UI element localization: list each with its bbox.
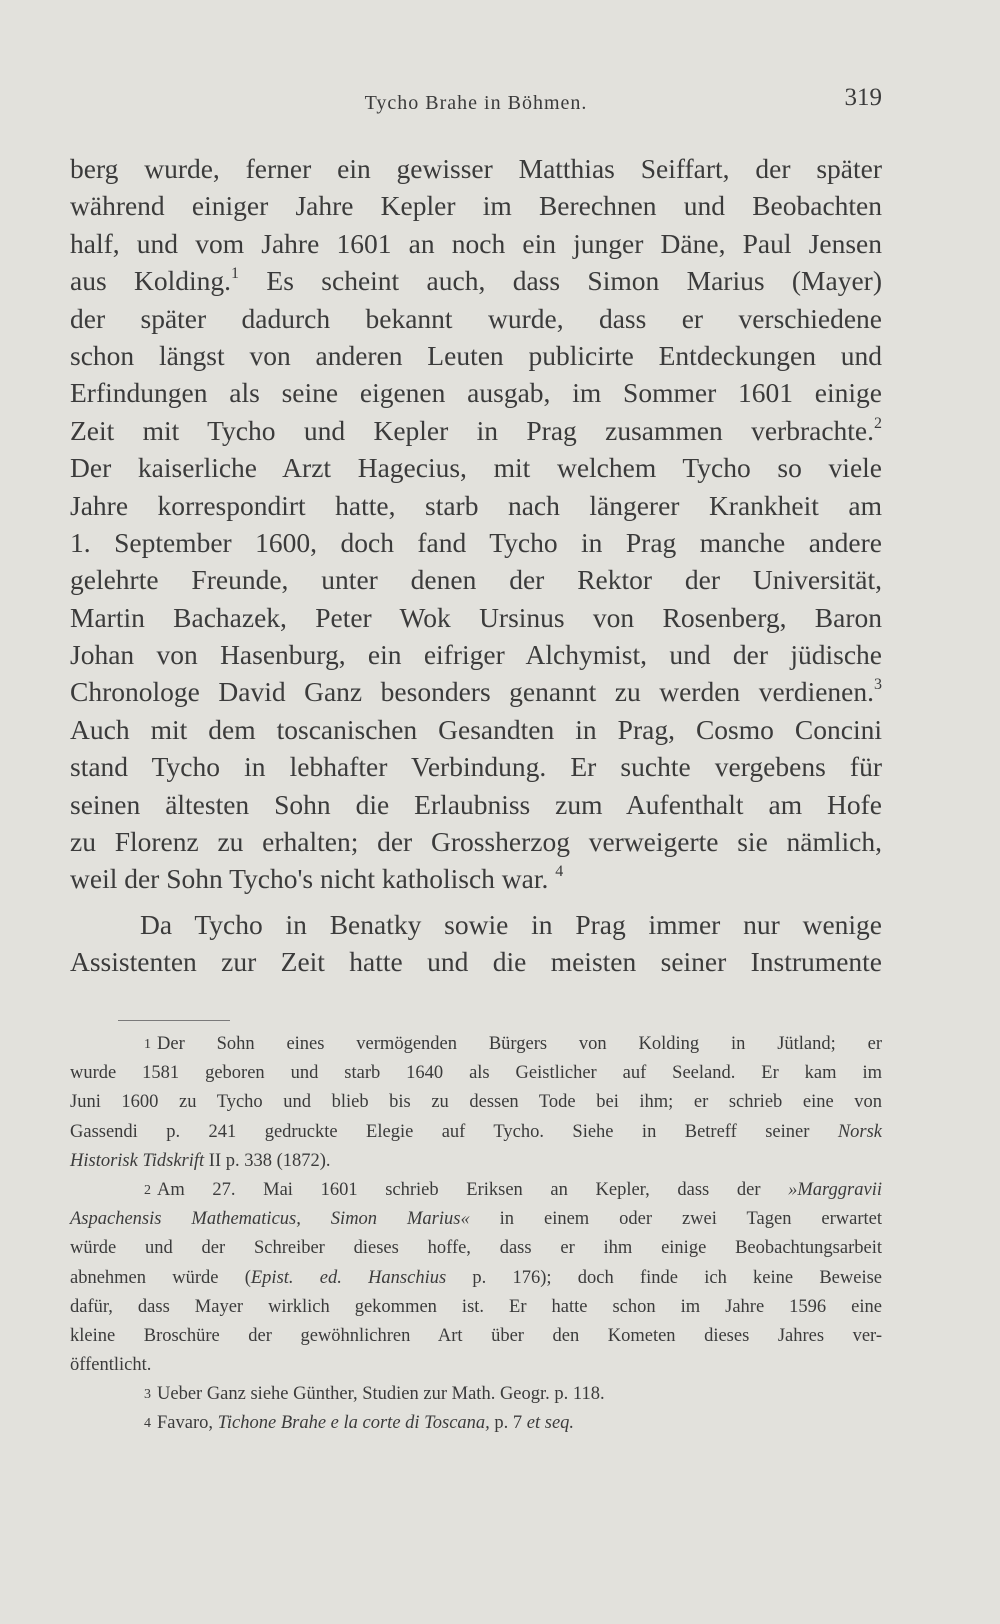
footnote-ref: 1 [231, 265, 240, 283]
text-span: Epist. ed. Hanschius [250, 1267, 447, 1288]
text-line: Martin Bachazek, Peter Wok Ursinus von Rosenberg, Baron [70, 601, 882, 633]
text-line: stand Tycho in lebhafter Verbindung. Er suchte vergebens für [70, 751, 882, 783]
text-span: Am 27. Mai 1601 schrieb Eriksen an Kepler, dass der [157, 1179, 761, 1200]
text-line: Assistenten zur Zeit hatte und die meisten seiner Instrumente [70, 946, 882, 978]
text-span: Favaro, [157, 1413, 213, 1434]
text-span: Historisk Tidskrift [70, 1150, 205, 1171]
footnote-number: 3 [144, 1387, 151, 1403]
text-span: abnehmen würde ( [70, 1267, 251, 1288]
footnote-ref: 3 [874, 676, 882, 694]
footnote-ref: 4 [555, 863, 564, 881]
text-span: Tichone Brahe e la corte di Toscana, [217, 1413, 490, 1434]
text-line: der später dadurch bekannt wurde, dass er verschiedene [70, 302, 882, 334]
text-line: half, und vom Jahre 1601 an noch ein junger Däne, Paul Jensen [70, 227, 882, 259]
text-span: Es scheint auch, dass Simon Marius (Mayer) [266, 265, 882, 297]
text-span: p. 7 [494, 1413, 523, 1434]
text-span: in einem oder zwei Tagen erwartet [499, 1209, 882, 1230]
text-line: 1. September 1600, doch fand Tycho in Prag manche andere [70, 526, 882, 558]
footnote-number: 2 [144, 1182, 151, 1198]
text-span: Chronologe David Ganz besonders genannt zu werden verdienen. [70, 676, 874, 708]
text-span: Zeit mit Tycho und Kepler in Prag zusammen verbrachte. [70, 414, 874, 446]
text-span: Der Sohn eines vermögenden Bürgers von Kolding in Jütland; er [157, 1034, 882, 1054]
footnote-line [70, 1380, 882, 1409]
running-title: Tycho Brahe in Böhmen. [364, 92, 588, 114]
text-line: Erfindungen als seine eigenen ausgab, im Sommer 1601 einige [70, 377, 882, 409]
text-line [70, 673, 882, 710]
footnote-line [70, 1030, 882, 1059]
text-line: schon längst von anderen Leuten publicirte Entdeckungen und [70, 339, 882, 371]
page-number: 319 [844, 84, 882, 111]
footnote-line: dafür, dass Mayer wirklich gekommen ist. Er hatte schon im Jahre 1596 eine [70, 1296, 882, 1317]
text-span: Norsk [837, 1121, 883, 1142]
page-header [70, 84, 882, 118]
footnote-line: wurde 1581 geboren und starb 1640 als Geistlicher auf Seeland. Er kam im [70, 1063, 882, 1084]
footnote-line: würde und der Schreiber dieses hoffe, dass er ihm einige Beobachtungsarbeit [70, 1238, 882, 1259]
footnote-number: 1 [144, 1037, 151, 1052]
footnote-line: kleine Broschüre der gewöhnlichren Art über den Kometen dieses Jahres ver- [70, 1325, 882, 1346]
text-line: Der kaiserliche Arzt Hagecius, mit welchem Tycho so viele [70, 452, 882, 484]
text-line: Jahre korrespondirt hatte, starb nach längerer Krankheit am [70, 489, 882, 521]
text-line [70, 412, 882, 449]
text-span: Ueber Ganz siehe Günther, Studien zur Math. Geogr. p. 118. [157, 1384, 605, 1405]
text-line [70, 860, 882, 897]
footnote-divider [118, 1020, 230, 1021]
text-span: aus Kolding. [70, 265, 232, 297]
text-span: Gassendi p. 241 gedruckte Elegie auf Tycho. Siehe in Betreff seiner [70, 1121, 810, 1142]
text-line: gelehrte Freunde, unter denen der Rektor der Universität, [70, 564, 882, 596]
footnote-line [70, 1264, 882, 1293]
text-span: Aspachensis Mathematicus, Simon Marius« [70, 1209, 470, 1230]
main-text [70, 150, 882, 981]
text-line: Johan von Hasenburg, ein eifriger Alchymist, und der jüdische [70, 639, 882, 671]
footnote-line [70, 1118, 882, 1147]
text-span: II p. 338 (1872). [208, 1150, 331, 1171]
footnote-line: öffentlicht. [70, 1355, 152, 1376]
footnote-line [70, 1147, 882, 1176]
footnote-ref: 2 [874, 414, 882, 432]
text-span: »Marggravii [788, 1179, 882, 1200]
footnote-line [70, 1176, 882, 1205]
text-line: Da Tycho in Benatky sowie in Prag immer nur wenige [140, 908, 882, 940]
text-line: Auch mit dem toscanischen Gesandten in Prag, Cosmo Concini [70, 713, 882, 745]
footnote-line [70, 1205, 882, 1234]
text-line [70, 262, 882, 299]
text-span: et seq. [526, 1413, 575, 1434]
text-span: weil der Sohn Tycho's nicht katholisch war. [70, 863, 549, 895]
footnote-line: Juni 1600 zu Tycho und blieb bis zu dessen Tode bei ihm; er schrieb eine von [70, 1092, 882, 1113]
text-span: p. 176); doch finde ich keine Beweise [472, 1267, 883, 1288]
text-line: während einiger Jahre Kepler im Berechnen und Beobachten [70, 190, 882, 222]
text-line: seinen ältesten Sohn die Erlaubniss zum Aufenthalt am Hofe [70, 788, 882, 820]
text-line: zu Florenz zu erhalten; der Grossherzog verweigerte sie nämlich, [70, 826, 882, 858]
footnote-number: 4 [144, 1416, 151, 1432]
footnote-line [70, 1409, 882, 1438]
footnotes [70, 1030, 882, 1439]
text-line: berg wurde, ferner ein gewisser Matthias Seiffart, der später [70, 153, 882, 184]
